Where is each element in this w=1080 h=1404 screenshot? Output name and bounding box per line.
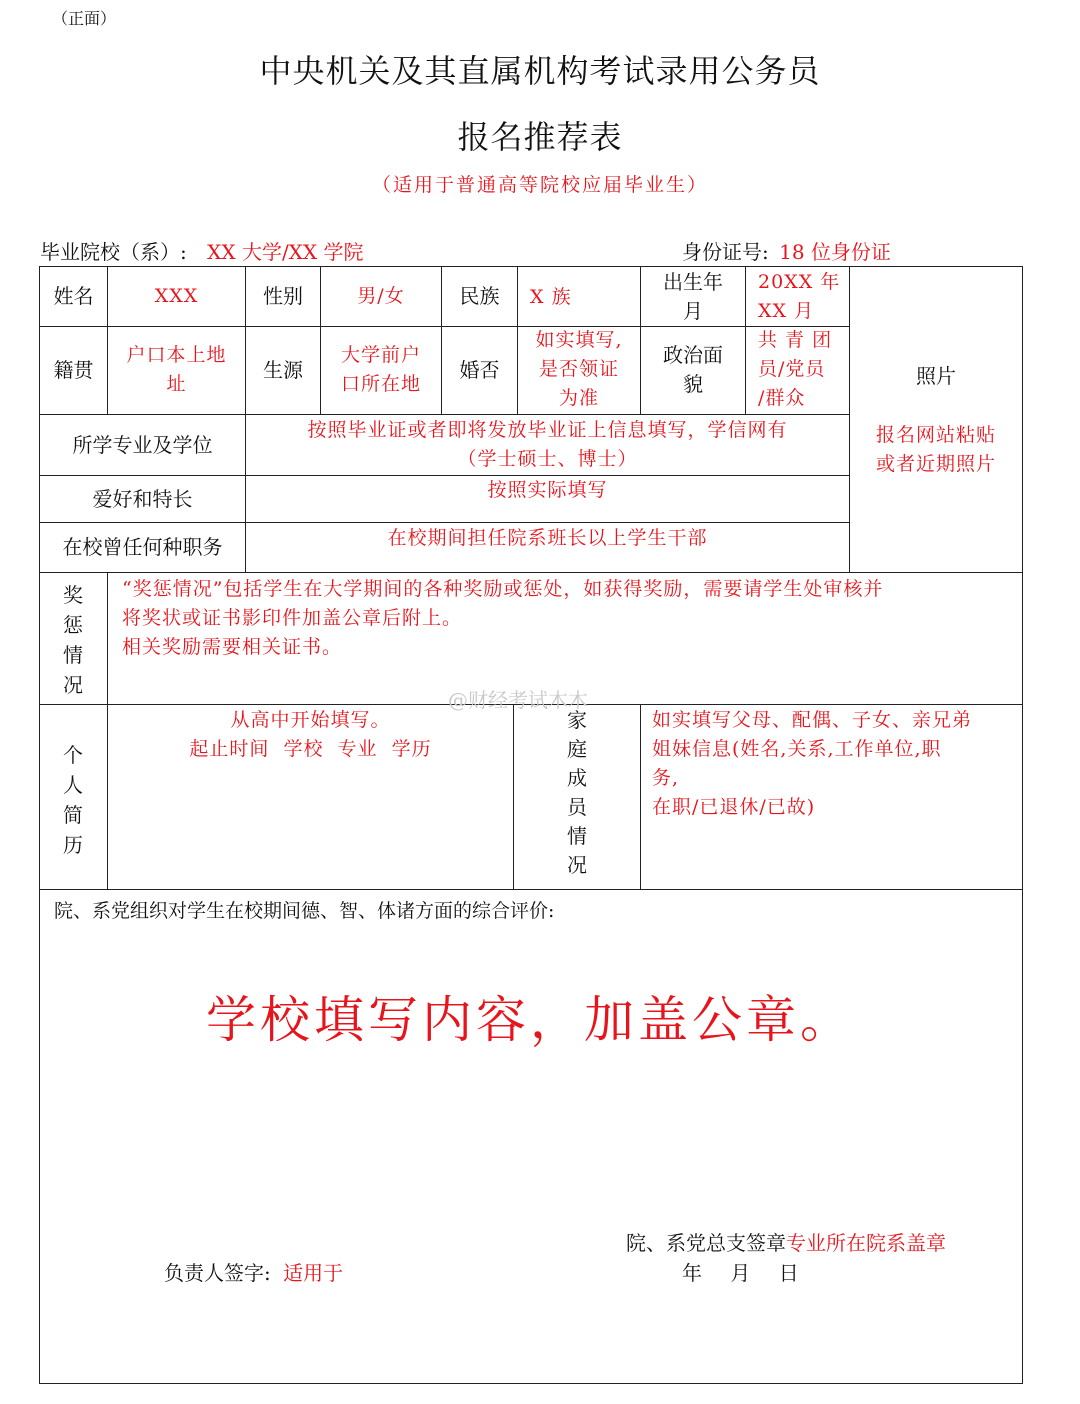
family-value [652,706,1017,822]
marriage-line3: 为准 [558,387,599,409]
gender-label: 性别 [263,284,303,308]
awards-label [58,580,88,700]
ethnic-label: 民族 [459,284,500,308]
major-label: 所学专业及学位 [72,432,213,457]
family-line4: 在职/已退休/已故) [652,796,816,818]
signer-label: 负责人签字: [164,1261,271,1285]
marriage-line2: 是否领证 [538,358,619,380]
birth-value-line1: 20XX 年 [758,271,841,293]
native-place-value [108,341,245,399]
awards-label-char: 况 [63,673,83,697]
resume-value [108,706,513,764]
resume-label-char: 历 [63,833,83,857]
awards-line2: 将奖状或证书影印件加盖公章后附上。 [122,607,463,629]
birth-label-line2: 月 [683,299,703,323]
form-applicability-note: （适用于普通高等院校应届毕业生） [371,174,708,196]
birth-value-line2: XX 月 [758,300,815,322]
political-line1: 共 青 团 [758,329,833,351]
photo-label: 照片 [916,364,956,388]
evaluation-hint: 学校填写内容，加盖公章。 [206,991,854,1049]
family-label-char: 情 [567,824,587,848]
face-label: （正面） [52,9,117,28]
family-label-char: 员 [567,795,587,819]
gender-value: 男/女 [357,285,405,307]
ethnic-value: X 族 [530,286,572,308]
school-label: 毕业院校（系）: [40,240,187,264]
school-value: XX 大学/XX 学院 [207,240,364,264]
family-line3: 务, [652,767,680,789]
political-line3: /群众 [758,387,806,409]
major-line1: 按照毕业证或者即将发放毕业证上信息填写，学信网有 [307,419,788,441]
position-value: 在校期间担任院系班长以上学生干部 [387,527,708,549]
political-label-line2: 貌 [683,372,703,396]
resume-line1: 从高中开始填写。 [230,709,391,731]
major-line2: （学士硕士、博士） [457,448,638,470]
family-label-char: 庭 [567,737,587,761]
photo-hint [850,421,1022,479]
birth-label-line1: 出生年 [663,270,723,294]
origin-label: 生源 [263,358,303,382]
resume-label-char: 个 [63,743,83,767]
resume-label-char: 简 [63,803,83,827]
resume-label [58,740,88,860]
family-label [562,706,592,880]
origin-line1: 大学前户 [340,344,421,366]
native-place-label: 籍贯 [53,358,94,382]
family-label-char: 况 [567,853,587,877]
hobby-label: 爱好和特长 [92,486,193,511]
marriage-value [518,326,640,413]
photo-hint-line2: 或者近期照片 [875,453,996,475]
political-label-line1: 政治面 [663,343,723,367]
date-field: 年 月 日 [682,1261,799,1285]
marriage-label: 婚否 [459,358,500,382]
awards-label-char: 奖 [63,583,83,607]
form-subtitle-main: 报名推荐表 [457,118,623,156]
family-line1: 如实填写父母、配偶、子女、亲兄弟 [652,709,973,731]
awards-label-char: 惩 [63,613,83,637]
school-field [40,236,364,265]
name-value: XXX [154,285,199,307]
resume-line2: 起止时间 学校 专业 学历 [189,738,432,760]
id-label: 身份证号: [682,240,769,264]
awards-line3: 相关奖励需要相关证书。 [122,636,343,658]
signer-value: 适用于 [283,1261,344,1285]
major-value [246,416,849,474]
political-value [758,326,848,413]
form-title: 中央机关及其直属机构考试录用公务员 [259,52,821,90]
awards-value [122,575,1017,662]
birth-value [758,268,848,326]
name-label: 姓名 [53,284,94,308]
signer-field [164,1257,343,1286]
family-label-char: 家 [567,708,587,732]
id-value: 18 位身份证 [779,240,891,264]
evaluation-label: 院、系党组织对学生在校期间德、智、体诸方面的综合评价: [54,900,555,922]
awards-line1: “奖惩情况”包括学生在大学期间的各种奖励或惩处，如获得奖励，需要请学生处审核并 [122,578,884,600]
watermark: @财经考试木木 [448,688,588,712]
family-line2: 姐妹信息(姓名,关系,工作单位,职 [652,738,942,760]
origin-value [321,341,441,399]
origin-line2: 口所在地 [340,373,421,395]
native-place-line1: 户口本上地 [126,344,227,366]
stamp-value: 专业所在院系盖章 [786,1231,946,1255]
birth-label [641,268,745,326]
position-label: 在校曾任何种职务 [62,535,223,559]
hobby-value: 按照实际填写 [487,479,608,501]
awards-label-char: 情 [63,643,83,667]
political-label [641,341,745,399]
stamp-field [626,1227,946,1256]
political-line2: 员/党员 [758,358,826,380]
marriage-line1: 如实填写, [535,329,623,351]
id-field [682,236,891,265]
stamp-label: 院、系党总支签章 [626,1231,786,1255]
photo-hint-line1: 报名网站粘贴 [875,424,996,446]
resume-label-char: 人 [63,773,83,797]
native-place-line2: 址 [166,373,187,395]
family-label-char: 成 [567,766,587,790]
